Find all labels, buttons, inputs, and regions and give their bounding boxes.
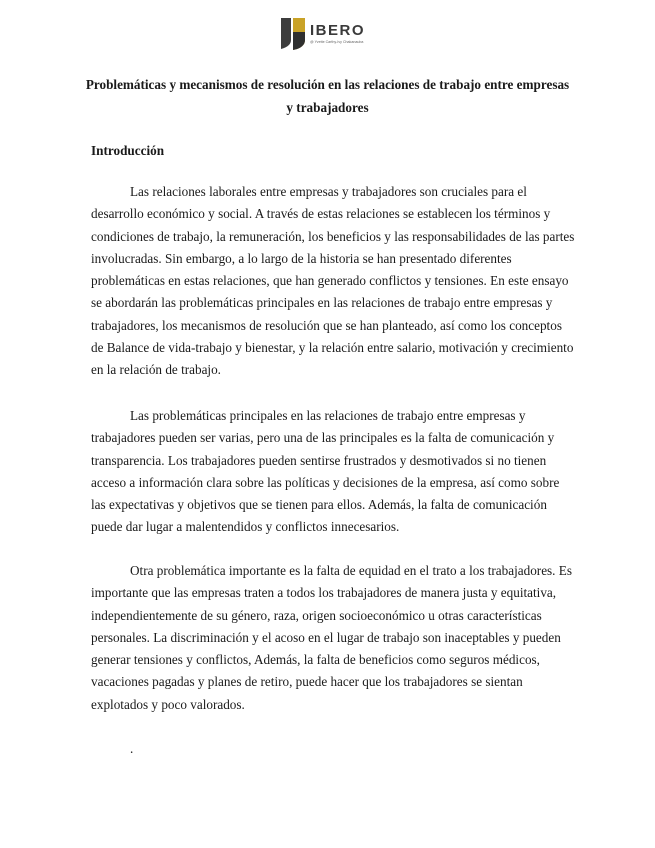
logo-tagline: @ Yvette Carthy-Ivy Chakanauba [310, 40, 364, 44]
logo-wordmark: IBERO [310, 22, 366, 39]
body-paragraph: Las problemáticas principales en las relaciones de trabajo entre empresas y trabajadores pueden ser varias, pero una de las principales es la falta de comunicación y transparencia. Los trabajadores pueden sentirse frustrados y desmotivados si no tienen acceso a información clara sobre las políticas y decisiones de la empresa, así como sobre las expectativas y objetivos que se tienen para ellos. Además, la falta de comunicación puede dar lugar a malentendidos y conflictos innecesarios. [91, 408, 560, 535]
paragraph-3-container [91, 560, 575, 716]
body-paragraph: Las relaciones laborales entre empresas y trabajadores son cruciales para el desarrollo económico y social. A través de estas relaciones se establecen los términos y condiciones de trabajo, la remuneración, los beneficios y las responsabilidades de las partes involucradas. Sin embargo, a lo largo de la historia se han presentado diferentes problemáticas en estas relaciones, que han generado conflictos y tensiones. En este ensayo se abordarán las problemáticas principales en las relaciones de trabajo entre empresas y trabajadores, los mecanismos de resolución que se han planteado, así como los conceptos de Balance de vida-trabajo y bienestar, y la relación entre salario, motivación y crecimiento en la relación de trabajo. [91, 184, 575, 378]
paragraph-2-container [91, 405, 575, 539]
section-heading-introduccion: Introducción [91, 143, 165, 158]
body-paragraph: Otra problemática importante es la falta de equidad en el trato a los trabajadores. Es importante que las empresas traten a todos los trabajadores de manera justa y equitativa, independientemente de su género, raza, origen socioeconómico u otras características personales. La discriminación y el acoso en el lugar de trabajo son inaceptables y pueden generar tensiones y conflictos, Además, la falta de beneficios como seguros médicos, vacaciones pagadas y planes de retiro, puede hacer que los trabajadores se sientan explotados y poco valorados. [91, 563, 572, 712]
trailing-period: . [130, 741, 134, 756]
paragraph-1-container [91, 181, 575, 382]
ibero-shield-icon [281, 18, 305, 50]
document-title: Problemáticas y mecanismos de resolución en las relaciones de trabajo entre empresas y trabajadores [85, 77, 570, 115]
university-logo [281, 18, 365, 50]
paragraph-4-container [91, 738, 575, 760]
